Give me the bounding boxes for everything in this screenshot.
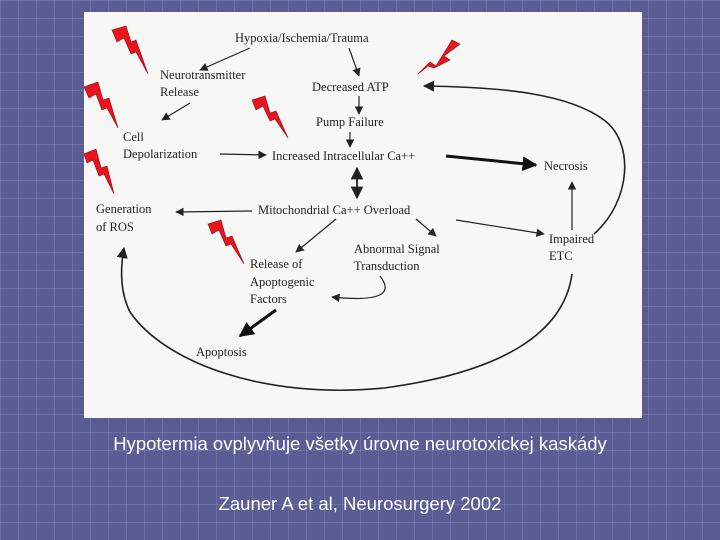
node-mitochondrial-overload: Mitochondrial Ca++ Overload [258,203,411,217]
lightning-bolt-icon [252,96,288,138]
node-neurotransmitter-line1: Neurotransmitter [160,68,246,82]
lightning-bolt-icon [418,40,460,74]
arrow-mito-to-etc [456,220,544,234]
arrow-mito-to-abnormal [416,219,436,236]
node-hypoxia: Hypoxia/Ischemia/Trauma [235,31,369,45]
arrow-abnormal-to-release [332,276,385,298]
lightning-bolt-icon [112,26,148,74]
arrow-cell-to-calcium [220,154,266,155]
arrow-mito-to-ros [176,211,252,212]
slide-caption: Hypotermia ovplyvňuje všetky úrovne neurotoxickej kaskády [113,433,607,454]
arrow-etc-to-ros [122,248,572,390]
lightning-bolt-icon [84,82,118,128]
node-necrosis: Necrosis [544,159,588,173]
node-etc-line2: ETC [549,249,573,263]
arrow-mito-to-release [296,219,336,252]
arrow-calcium-to-necrosis [446,156,536,165]
node-release-line1: Release of [250,257,303,271]
lightning-bolt-icon [84,149,114,194]
node-cell-line2: Depolarization [123,147,198,161]
diagram-panel [84,12,642,418]
node-cell-line1: Cell [123,130,144,144]
arrow-hypoxia-to-neuro [200,48,250,70]
node-increased-calcium: Increased Intracellular Ca++ [272,149,416,163]
cascade-diagram [84,12,642,418]
node-ros-line1: Generation [96,202,152,216]
arrow-neuro-to-cell [162,103,190,120]
node-pump-failure: Pump Failure [316,115,384,129]
node-apoptosis: Apoptosis [196,345,247,359]
arrow-hypoxia-to-atp [349,48,359,76]
arrow-etc-to-atp [424,86,625,234]
node-etc-line1: Impaired [549,232,595,246]
node-release-line3: Factors [250,292,287,306]
node-abnormal-line1: Abnormal Signal [354,242,440,256]
arrow-release-to-apoptosis [240,310,276,336]
node-abnormal-line2: Transduction [354,259,420,273]
node-decreased-atp: Decreased ATP [312,80,389,94]
node-release-line2: Apoptogenic [250,275,315,289]
node-neurotransmitter-line2: Release [160,85,199,99]
node-ros-line2: of ROS [96,220,134,234]
lightning-bolt-icon [208,220,244,264]
slide-citation: Zauner A et al, Neurosurgery 2002 [218,493,502,514]
